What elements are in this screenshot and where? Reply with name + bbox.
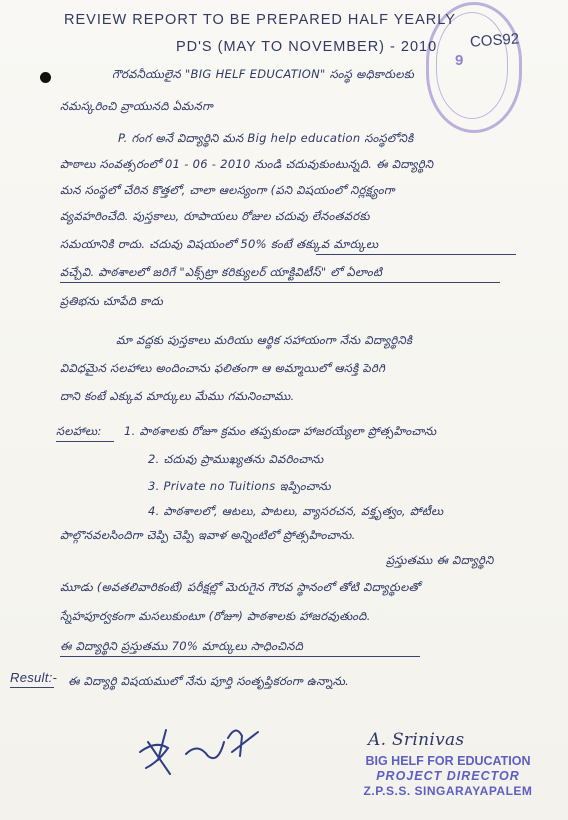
- round-stamp-inner-ring: [436, 12, 508, 119]
- body-line-6: వ్యవహరించేది. పుస్తకాలు, రూపాయలు రోజుల చదువు లేనంతవరకు: [60, 209, 370, 223]
- body-line-7: సమయానికి రాదు. చదువు విషయంలో 50% కంటే తక్కువ మార్కులు: [60, 237, 379, 251]
- underline-outcome: [60, 656, 420, 657]
- report-period: PD'S (MAY TO NOVEMBER) - 2010: [176, 39, 438, 55]
- outcome-line-1: ప్రస్తుతము ఈ విద్యార్థిని: [386, 553, 494, 567]
- underline-50-percent: [316, 254, 516, 255]
- underline-activities: [60, 282, 500, 283]
- report-title: REVIEW REPORT TO BE PREPARED HALF YEARLY: [64, 12, 456, 28]
- signature-name: A. Srinivas: [368, 730, 465, 750]
- designation: PROJECT DIRECTOR: [376, 769, 520, 783]
- body-line-5: మన సంస్థలో చేరిన కొత్తలో, చాలా ఆలస్యంగా (పని విషయంలో నిర్లక్ష్యంగా: [60, 183, 395, 197]
- punch-hole-dot: [40, 72, 51, 83]
- result-text: ఈ విద్యార్థి విషయములో నేను పూర్తి సంతృప్తికరంగా ఉన్నాను.: [68, 674, 350, 688]
- outcome-line-4: ఈ విద్యార్థిని ప్రస్తుతము 70% మార్కులు సాధించినది: [60, 639, 304, 653]
- official-signature-block: [348, 754, 548, 799]
- body-line-8: వచ్చేవి. పాఠశాలలో జరిగే "ఎక్స్‌ట్రా కరిక్యులర్ యాక్టివిటీస్" లో ఏలాంటి: [60, 265, 383, 279]
- handwritten-initials-signature: [128, 712, 278, 782]
- underline-suggestions-label: [56, 441, 114, 442]
- suggestion-4: 4. పాఠశాలలో, ఆటలు, పాటలు, వ్యాసరచన, వక్తృత్వం, పోటీలు: [148, 504, 444, 518]
- suggestions-label: సలహాలు:: [56, 424, 102, 438]
- outcome-line-3: స్నేహపూర్వకంగా మసలుకుంటూ (రోజూ) పాఠశాలకు హాజరవుతుంది.: [60, 609, 371, 623]
- suggestion-2: 2. చదువు ప్రాముఖ్యతను వివరించాను: [148, 452, 324, 466]
- body-line-11: వివిధమైన సలహాలు అందించాను ఫలితంగా ఆ అమ్మాయిలో ఆసక్తి పెరిగి: [60, 361, 386, 375]
- suggestion-1: 1. పాఠశాలకు రోజూ క్రమం తప్పకుండా హాజరయ్యేలా ప్రోత్సహించాను: [124, 424, 437, 438]
- body-line-4: పాఠాలు సంవత్సరంలో 01 - 06 - 2010 నుండి చదువుకుంటున్నది. ఈ విద్యార్థిని: [60, 157, 434, 171]
- body-line-1: గౌరవనీయులైన "BIG HELF EDUCATION" సంస్థ అధికారులకు: [112, 67, 415, 81]
- office-location: Z.P.S.S. SINGARAYAPALEM: [363, 784, 533, 798]
- reference-number: COS92: [469, 30, 520, 51]
- body-line-10: మా వద్దకు పుస్తకాలు మరియు ఆర్థిక సహాయంగా నేను విద్యార్థినికి: [116, 333, 413, 347]
- suggestion-4-continued: పాల్గొనవలసిందిగా చెప్పి చెప్పి ఇవాళ అన్నింటిలో ప్రోత్సహించాను.: [60, 528, 356, 542]
- body-line-9: ప్రతిభను చూపేది కాదు: [60, 294, 163, 308]
- body-line-2: నమస్కరించి వ్రాయునది ఏమనగా: [60, 99, 213, 113]
- suggestion-3: 3. Private no Tuitions ఇప్పించాను: [148, 479, 331, 493]
- result-label: Result:-: [10, 670, 58, 685]
- organization-name: BIG HELF FOR EDUCATION: [365, 754, 531, 768]
- underline-result-label: [10, 687, 54, 688]
- stamp-number: 9: [455, 52, 464, 69]
- outcome-line-2: మూడు (అవతలివారికంటే) పరీక్షల్లో మెరుగైన గౌరవ స్థానంలో తోటి విద్యార్థులతో: [60, 580, 421, 594]
- body-line-3: P. గంగ అనే విద్యార్థిని మన Big help education సంస్థలోనికి: [118, 131, 414, 145]
- body-line-12: దాని కంటే ఎక్కువ మార్కులు మేము గమనించాము.: [60, 389, 295, 403]
